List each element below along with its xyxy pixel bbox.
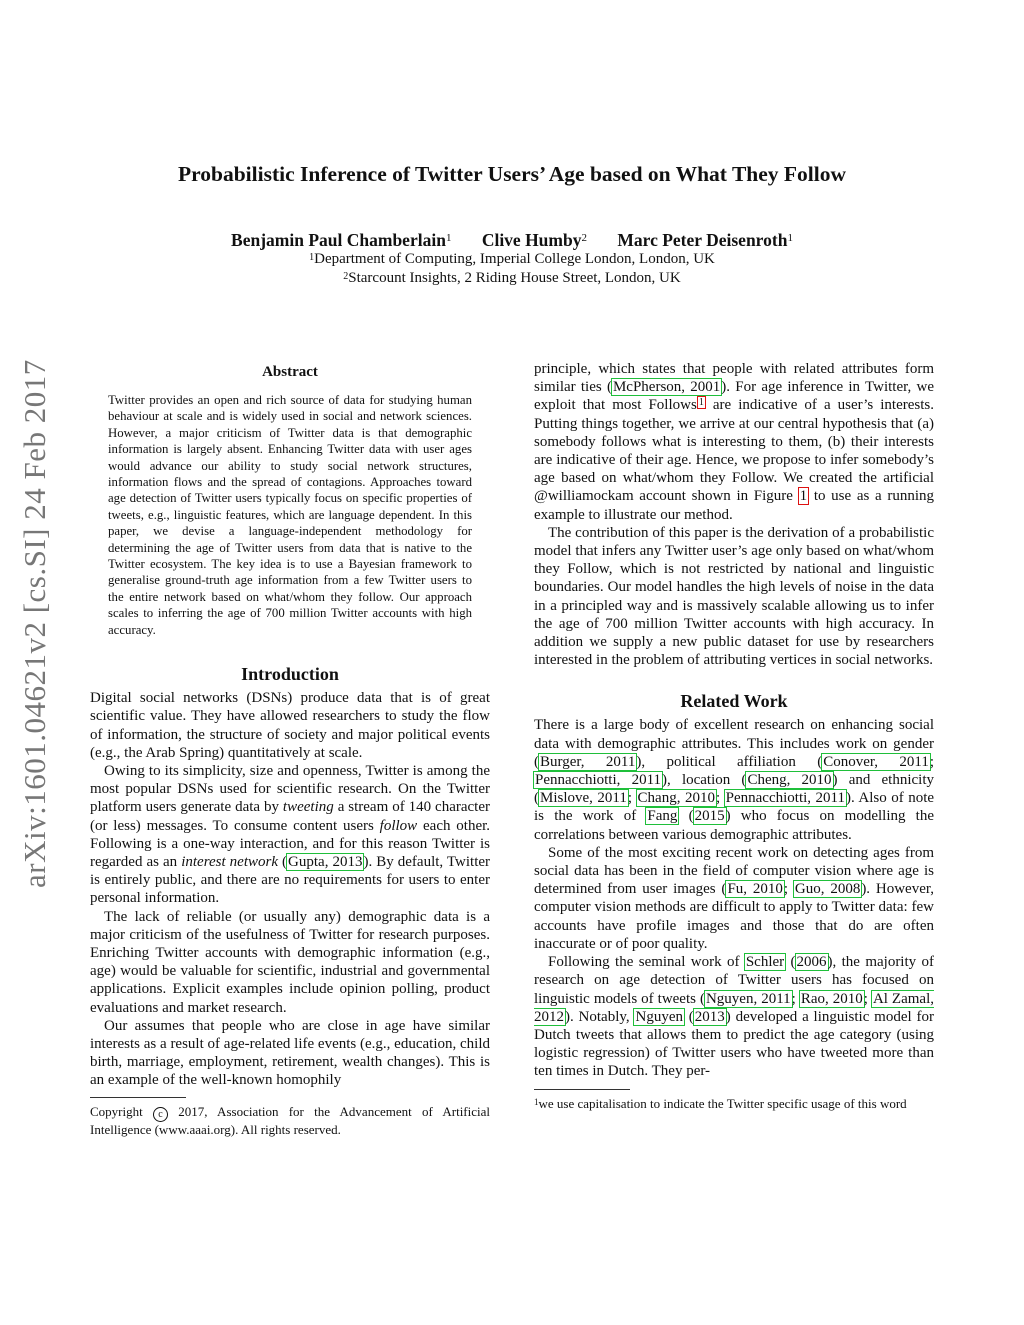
footnote-rule [90,1097,186,1098]
footnote: $^1$we use capitalisation to indicate the Twitter specific usage of this word [534,1095,907,1111]
citation-link[interactable]: Nguyen [635,1008,683,1025]
citation-link[interactable]: Guo, 2008 [794,881,861,898]
footnote-rule [534,1089,630,1090]
intro-paragraph: Digital social networks (DSNs) produce data that is of great scientific value. They have allowed researchers to study the flow of information, the structure of society and major political events (e.g., the Arab Spring) quantitatively at scale. [90,690,490,761]
affiliation: $^2$Starcount Insights, 2 Riding House Street, London, UK [343,270,681,286]
section-heading-introduction: Introduction [241,664,339,685]
figure-ref-link[interactable]: 1 [799,488,808,505]
abstract-text: Twitter provides an open and rich source of data for studying human behaviour at scale and is widely used in social and network sciences. However, a major criticism of Twitter data is that demographic information is largely absent. Enhancing Twitter data with user ages would advance our ability to study social network structures, information flows and the spread of contagions. Approaches toward age detection of Twitter users typically focus on specific properties of tweets, e.g., linguistic features, which are language dependent. In this paper, we devise a language-independent methodology for determining the age of Twitter users from data that is native to the Twitter ecosystem. The key idea is to use a Bayesian framework to generalise ground-truth age information from a few Twitter users to the entire network based on what/whom they follow. Our approach scales to inferring the age of 700 million Twitter accounts with high accuracy. [108,393,472,637]
intro-paragraph: principle, which states that people with related attributes form similar ties (McPherson, 2001). For age inference in Twitter, we exploit that most Follows $^1$ are indicative of a user’s interests. Putting things together, we arrive at our central hypothesis that (a) somebody follows what is interesting to them, (b) their interests are indicative of their age. Hence, we propose to infer somebody’s age based on what/whom they Follow. We created the artificial @williamockam account shown in Figure 1 to use as a running example to illustrate our method. [534,361,934,523]
citation-link[interactable]: Pennacchiotti, 2011 [535,772,662,789]
citation-link[interactable]: Rao, 2010 [800,990,863,1007]
paper-title: Probabilistic Inference of Twitter Users’ Age based on What They Follow [177,162,847,186]
related-paragraph: There is a large body of excellent research on enhancing social data with demographic attributes. This includes work on gender (Burger, 2011), political affiliation (Conover, 2011; Pennacchiotti, 2011), location (Cheng, 2010) and ethnicity (Mislove, 2011; Chang, 2010; Pennacchiotti, 2011). Also of note is the work of Fang (2015) who focus on modelling the correlations between various demographic attributes. [534,717,935,843]
citation-link[interactable]: 2013 [694,1008,725,1025]
citation-link[interactable]: Fang [647,808,678,825]
intro-paragraph: Owing to its simplicity, size and openness, Twitter is among the most popular DSNs used for scientific research. On the Twitter platform users generate data by tweeting a stream of 140 character (or less) messages. To consume content users follow each other. Following is a one-way interaction, and for this reason Twitter is regarded as an interest network (Gupta, 2013). By default, Twitter is entirely public, and there are no requirements for users to enter personal information. [90,762,491,907]
right-column [534,360,934,1112]
arxiv-stamp: arXiv:1601.04621v2 [cs.SI] 24 Feb 2017 [17,359,52,888]
author-list [90,228,934,252]
citation-link[interactable]: Al Zamal, 2012 [534,990,934,1025]
author: Clive Humby$^2$ [481,230,587,250]
citation-link[interactable]: Cheng, 2010 [747,772,832,789]
citation-link[interactable]: McPherson, 2001 [612,379,721,396]
related-paragraph: Some of the most exciting recent work on detecting ages from social data has been in the field of computer vision where age is determined from user images (Fu, 2010; Guo, 2008). However, computer vision methods are difficult to apply to Twitter data: few accounts have profile images and those that do are often inaccurate or of poor quality. [534,844,935,952]
intro-paragraph: The contribution of this paper is the derivation of a probabilistic model that infers any Twitter user’s age only based on what/whom they Follow, which is not restricted by national and linguistic boundaries. Our model handles the high levels of noise in the data in a principled way and is massively scalable allowing us to infer the age of 700 million Twitter accounts with high accuracy. In addition we supply a new public dataset for use by researchers interested in the problem of attributing vertices in social networks. [534,524,934,669]
footnote-marker[interactable]: 1 [698,397,704,409]
affiliation: $^1$Department of Computing, Imperial College London, London, UK [309,251,715,267]
citation-link[interactable]: Fu, 2010 [727,881,783,898]
left-column [90,360,490,1138]
author: Benjamin Paul Chamberlain$^1$ [231,230,452,250]
intro-paragraph: The lack of reliable (or usually any) demographic data is a major criticism of the usefulness of Twitter for research purposes. Enriching Twitter accounts with demographic information (e.g., age) would be valuable for scientific, industrial and governmental applications. Explicit examples include opinion polling, product evaluations and market research. [90,908,490,1016]
related-paragraph: Following the seminal work of Schler (2006), the majority of research on age detection of Twitter users has focused on linguistic models of tweets (Nguyen, 2011; Rao, 2010; Al Zamal, 2012). Notably, Nguyen (2013) developed a linguistic model for Dutch tweets that allows them to predict the age category (using logistic regression) of Twitter users who have tweeted more than ten times in Dutch. They per- [534,954,935,1080]
citation-link[interactable]: 2015 [694,808,725,825]
abstract-heading: Abstract [262,364,318,380]
citation-link[interactable]: Conover, 2011 [823,753,929,770]
copyright-icon: c [153,1107,168,1122]
citation-link[interactable]: Nguyen, 2011 [705,990,791,1007]
citation-link[interactable]: Schler [745,954,785,971]
citation-link[interactable]: Pennacchiotti, 2011 [725,790,845,807]
citation-link[interactable]: Burger, 2011 [540,753,636,770]
citation-link[interactable]: Gupta, 2013 [288,853,363,870]
citation-link[interactable]: Chang, 2010 [637,790,715,807]
section-heading-related-work: Related Work [680,691,788,712]
intro-paragraph: Our assumes that people who are close in age have similar interests as a result of age-related life events (e.g., education, child birth, marriage, employment, retirement, wealth changes). This is an example of the well-known homophily [90,1017,490,1089]
copyright-notice: Copyright c 2017, Association for the Advancement of Artificial Intelligence (www.aaai.org). All rights reserved. [90,1103,491,1137]
author: Marc Peter Deisenroth$^1$ [617,230,793,250]
citation-link[interactable]: 2006 [796,954,827,971]
citation-link[interactable]: Mislove, 2011 [540,790,627,807]
